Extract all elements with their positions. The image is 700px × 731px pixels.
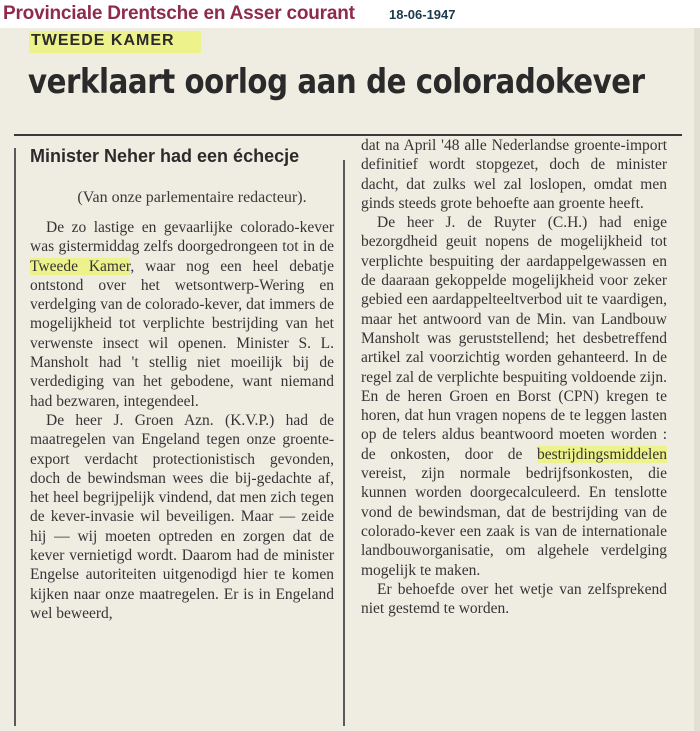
publication-date: 18-06-1947 (389, 7, 456, 22)
text-run: , waar nog een heel debatje ontstond over het wetsontwerp-Wering en verdelging van de colorado-kever, dat immers de mogelijkheid tot verplichte bestrijding van het verwenste insect wil openen. Minister S. L. Mansholt had 't stellig niet moeilijk bij de verdediging van het gebodene, want niemand had bezwaren, integendeel. (30, 257, 334, 410)
header-bar (0, 0, 700, 30)
paragraph: dat na April '48 alle Nederlandse groente-import definitief wordt stopgezet, doch de minister dacht, dat zulks wel zal loslopen, omdat men ginds steeds grote behoefte aan groente heeft. (361, 137, 667, 212)
kicker-highlight (29, 31, 201, 53)
highlighted-text: Tweede Kamer (30, 257, 131, 275)
text-run: De heer J. de Ruyter (C.H.) had enige bezorgdheid geuit nopens de mogelijkheid tot verplichte bespuiting der aardappelgewassen en de daaraan gekoppelde mogelijkheid voor zeker gebied een aardappelteeltverbod uit te vaardigen, maar het antwoord van de Min. van Landbouw Mansholt was geruststellend; het desbetreffend artikel zal voorzichtig worden gehanteerd. In de regel zal de verplichte bespuiting voldoende zijn. En de heren Groen en Borst (CPN) kregen te horen, dat hun vragen nopens de te leggen lasten op de telers aldus beantwoord moeten worden : de onkosten, door de (361, 214, 667, 463)
highlighted-text: bestrijdingsmiddelen (536, 445, 667, 463)
subheading: Minister Neher had een échecje (30, 146, 300, 166)
newspaper-title: Provinciale Drentsche en Asser courant (3, 3, 355, 24)
kicker: TWEEDE KAMER (31, 32, 175, 49)
newspaper-clipping (0, 28, 700, 731)
column-right (361, 136, 667, 618)
paragraph: De heer J. Groen Azn. (K.V.P.) had de maatregelen van Engeland tegen onze groente-export verdacht protectionistisch gevonden, doch de bewindsman wees die bij-gedachte af, het heel begrijpelijk vindend, dat men zich tegen de kever-invasie wil beveiligen. Maar — zeide hij — wij moeten optreden en zorgen dat de kever vernietigd wordt. Daarom had de minister Engelse autoriteiten uitgenodigd hier te komen kijken naar onze maatregelen. Er is in Engeland wel beweerd, (30, 411, 334, 622)
byline: (Van onze parlementaire redacteur). (77, 189, 307, 206)
headline: verklaart oorlog aan de coloradokever (28, 62, 645, 102)
paragraph (361, 213, 667, 580)
page-edge (694, 28, 700, 731)
rule-left (14, 148, 16, 726)
text-run: De zo lastige en gevaarlijke colorado-kever was gistermiddag zelfs doorgedrongeen tot in de (30, 219, 334, 256)
rule-column-divider (343, 160, 345, 726)
text-run: vereist, zijn normale bedrijfsonkosten, die kunnen worden doorgecalculeerd. En tenslotte vond de bewindsman, dat de bestrijding van de colorado-kever een zaak is van de internationale landbouworganisatie, om algehele verdelging mogelijk te maken. (361, 465, 667, 579)
paragraph: Er behoefde over het wetje van zelfsprekend niet gestemd te worden. (361, 580, 667, 618)
column-left (30, 136, 334, 623)
paragraph (30, 218, 334, 411)
